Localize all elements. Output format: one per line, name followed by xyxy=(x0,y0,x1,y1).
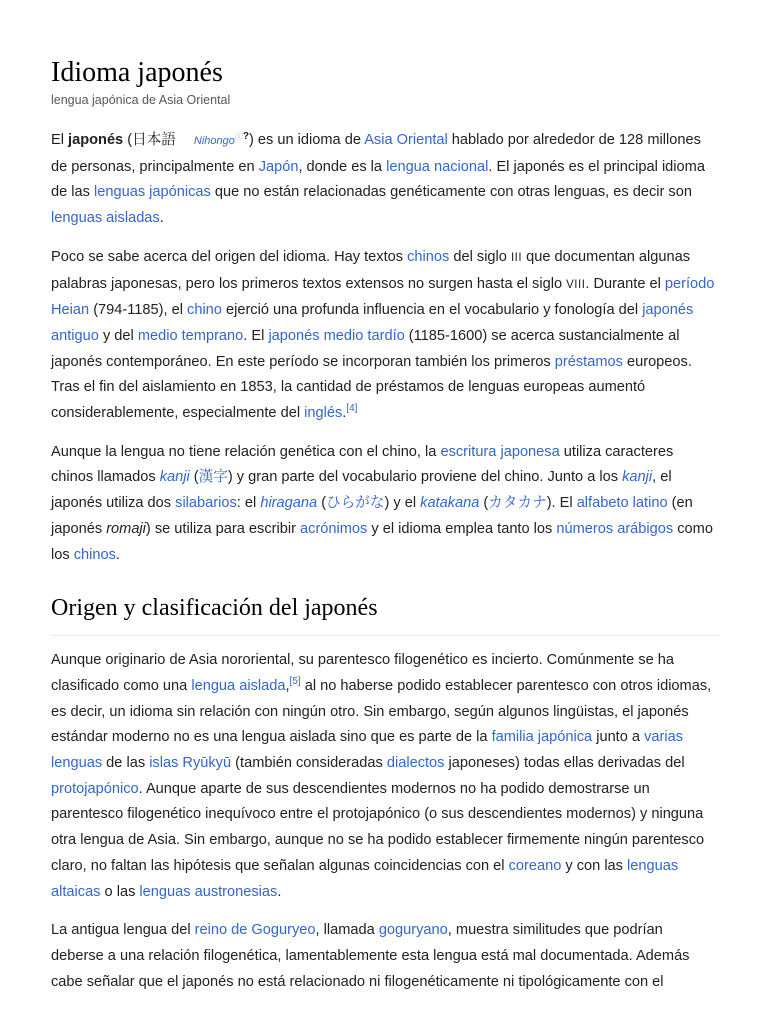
text: al no haberse podido establecer parentesco con otros idiomas, es decir, un idioma sin relación con ningún otro. Sin embargo, según algunos lingüistas, el japonés estándar moderno no es una lengua aislada sino que es parte de la xyxy=(51,677,712,746)
link-japones-medio-tardio[interactable]: japonés medio tardío xyxy=(268,327,405,344)
link-prestamos[interactable]: préstamos xyxy=(554,353,623,370)
page-subtitle: lengua japónica de Asia Oriental xyxy=(51,93,231,107)
text: , muestra similitudes que podrían deberse a una relación filogenética, lamentablemente esta lengua está mal documentada. Además cabe señalar que el japonés no está relacionado ni filogenéticamente ni tipológicamente con el xyxy=(51,922,690,990)
text: del siglo xyxy=(449,248,511,265)
text: que no están relacionadas genéticamente con otras lenguas, es decir son xyxy=(210,184,692,201)
text: ) es un idioma de xyxy=(248,132,365,148)
text: . Aunque aparte de sus descendientes modernos no ha podido demostrarse un parentesco filogenético inequívoco entre el protojapónico (o sus descendientes modernos) y ninguna otra lengua de Asia. Sin embargo, aunque no se ha podido establecer firmemente ningún parentesco claro, no faltan las hipótesis que señalan algunas coincidencias con el xyxy=(51,780,705,874)
text: ( xyxy=(479,495,489,512)
text: Poco se sabe acerca del origen del idioma. Hay textos xyxy=(51,248,408,265)
paragraph-origin xyxy=(51,648,719,905)
century-numeral: III xyxy=(510,251,523,264)
text: , donde es la xyxy=(298,158,387,175)
bold-term: japonés xyxy=(68,132,124,148)
link-japon[interactable]: Japón xyxy=(258,158,299,175)
text: . El xyxy=(243,327,269,344)
text: ) y el xyxy=(384,495,421,512)
text: (en japonés xyxy=(51,495,693,537)
reference-link[interactable]: [4] xyxy=(346,403,358,415)
text: ( xyxy=(189,469,199,486)
paragraph-writing xyxy=(51,440,719,569)
text: (1185-1600) se acerca sustancialmente al japonés contemporáneo. En este período se incorporan también los primeros xyxy=(51,327,680,370)
paragraph-history xyxy=(51,245,719,427)
text: . El japonés es el principal idioma de las xyxy=(51,158,705,201)
link-lenguas-aisladas[interactable]: lenguas aisladas xyxy=(51,210,160,227)
link-hiragana[interactable]: hiragana xyxy=(260,495,318,512)
text: o las xyxy=(100,883,140,900)
link-kanji[interactable]: kanji xyxy=(622,469,653,486)
text: y con las xyxy=(561,857,628,874)
century-numeral: VIII xyxy=(566,278,586,291)
text: (日本語 xyxy=(123,132,176,148)
audio-icon[interactable]: ⓘ xyxy=(234,132,243,141)
link-dialectos[interactable]: dialectos xyxy=(386,755,445,772)
text: ) y gran parte del vocabulario proviene del chino. Junto a los xyxy=(227,469,623,486)
text: . xyxy=(342,405,347,422)
italic-term: romaji xyxy=(106,520,146,537)
text: , el japonés utiliza dos xyxy=(51,469,672,512)
text: : el xyxy=(236,495,261,512)
text: que documentan algunas palabras japonesas, pero los primeros textos extensos no surgen hasta el siglo xyxy=(51,248,691,292)
link-escritura-japonesa[interactable]: escritura japonesa xyxy=(440,443,560,460)
text: . xyxy=(115,546,120,563)
link-japones-antiguo[interactable]: japonés antiguo xyxy=(51,302,694,344)
text: hablado por alrededor de 128 millones de personas, principalmente en xyxy=(51,132,701,175)
text: ( xyxy=(317,495,327,512)
help-icon[interactable]: ? xyxy=(242,131,249,142)
text: (794-1185), el xyxy=(89,302,188,319)
link-lengua-aislada[interactable]: lengua aislada xyxy=(191,677,286,694)
link-kanji-characters[interactable]: 漢字 xyxy=(198,469,228,486)
text: Aunque la lengua no tiene relación genética con el chino, la xyxy=(51,443,441,460)
text: . Durante el xyxy=(585,275,665,292)
link-asia-oriental[interactable]: Asia Oriental xyxy=(364,132,448,148)
link-reino-de-goguryeo[interactable]: reino de Goguryeo xyxy=(194,922,316,939)
text: . xyxy=(277,883,282,900)
link-varias-lenguas[interactable]: varias lenguas xyxy=(51,729,684,772)
link-acronimos[interactable]: acrónimos xyxy=(300,520,368,537)
text: japoneses) todas ellas derivadas del xyxy=(444,755,685,772)
text: y del xyxy=(98,327,138,344)
link-chino[interactable]: chino xyxy=(187,302,222,319)
text: como los xyxy=(51,520,713,563)
text: europeos. Tras el fin del aislamiento en 1853, la cantidad de préstamos de lenguas europeas aumentó considerablemente, especialmente del xyxy=(51,353,692,422)
article xyxy=(51,56,719,995)
link-lengua-nacional[interactable]: lengua nacional xyxy=(386,158,489,175)
text: de las xyxy=(102,755,150,772)
link-lenguas-japonicas[interactable]: lenguas japónicas xyxy=(94,184,211,201)
link-katakana[interactable]: katakana xyxy=(420,495,480,512)
link-islas-ryukyu[interactable]: islas Ryūkyū xyxy=(149,755,232,772)
link-medio-temprano[interactable]: medio temprano xyxy=(137,327,244,344)
text: utiliza caracteres chinos llamados xyxy=(51,443,674,486)
link-ingles[interactable]: inglés xyxy=(304,405,343,422)
page-title: Idioma japonés xyxy=(51,57,223,88)
text: , xyxy=(285,677,290,694)
link-alfabeto-latino[interactable]: alfabeto latino xyxy=(576,495,668,512)
text: . xyxy=(159,210,164,227)
link-familia-japonica[interactable]: familia japónica xyxy=(491,729,593,746)
link-katakana-characters[interactable]: カタカナ xyxy=(488,495,547,512)
link-periodo-heian[interactable]: período Heian xyxy=(51,275,715,319)
text: , llamada xyxy=(315,922,379,939)
link-goguryano[interactable]: goguryano xyxy=(378,922,448,939)
link-silabarios[interactable]: silabarios xyxy=(175,495,237,512)
text: (también consideradas xyxy=(231,755,387,772)
link-protojaponico[interactable]: protojapónico xyxy=(51,780,139,797)
paragraph-intro xyxy=(51,124,719,232)
link-kanji[interactable]: kanji xyxy=(159,469,190,486)
link-lenguas-austronesias[interactable]: lenguas austronesias xyxy=(139,883,278,900)
link-hiragana-characters[interactable]: ひらがな xyxy=(326,495,385,512)
reference-link[interactable]: [5] xyxy=(289,675,301,687)
text: ). El xyxy=(546,495,577,512)
text: ) se utiliza para escribir xyxy=(145,520,301,537)
text: y el idioma emplea tanto los xyxy=(367,520,557,537)
link-chinos[interactable]: chinos xyxy=(73,546,116,563)
text: ejerció una profunda influencia en el vocabulario y fonología del xyxy=(221,302,643,319)
section-heading: Origen y clasificación del japonés xyxy=(51,593,719,636)
link-chinos[interactable]: chinos xyxy=(407,248,450,265)
paragraph-goguryeo xyxy=(51,918,719,995)
text: junto a xyxy=(592,729,645,746)
text: La antigua lengua del xyxy=(51,922,195,939)
link-numeros-arabigos[interactable]: números arábigos xyxy=(556,520,674,537)
nihongo-link[interactable]: Nihongo xyxy=(193,135,235,147)
link-lenguas-altaicas[interactable]: lenguas altaicas xyxy=(51,857,679,900)
text: El xyxy=(51,132,69,148)
link-coreano[interactable]: coreano xyxy=(508,857,562,874)
text: Aunque originario de Asia nororiental, su parentesco filogenético es incierto. Comúnmente se ha clasificado como una xyxy=(51,652,675,694)
